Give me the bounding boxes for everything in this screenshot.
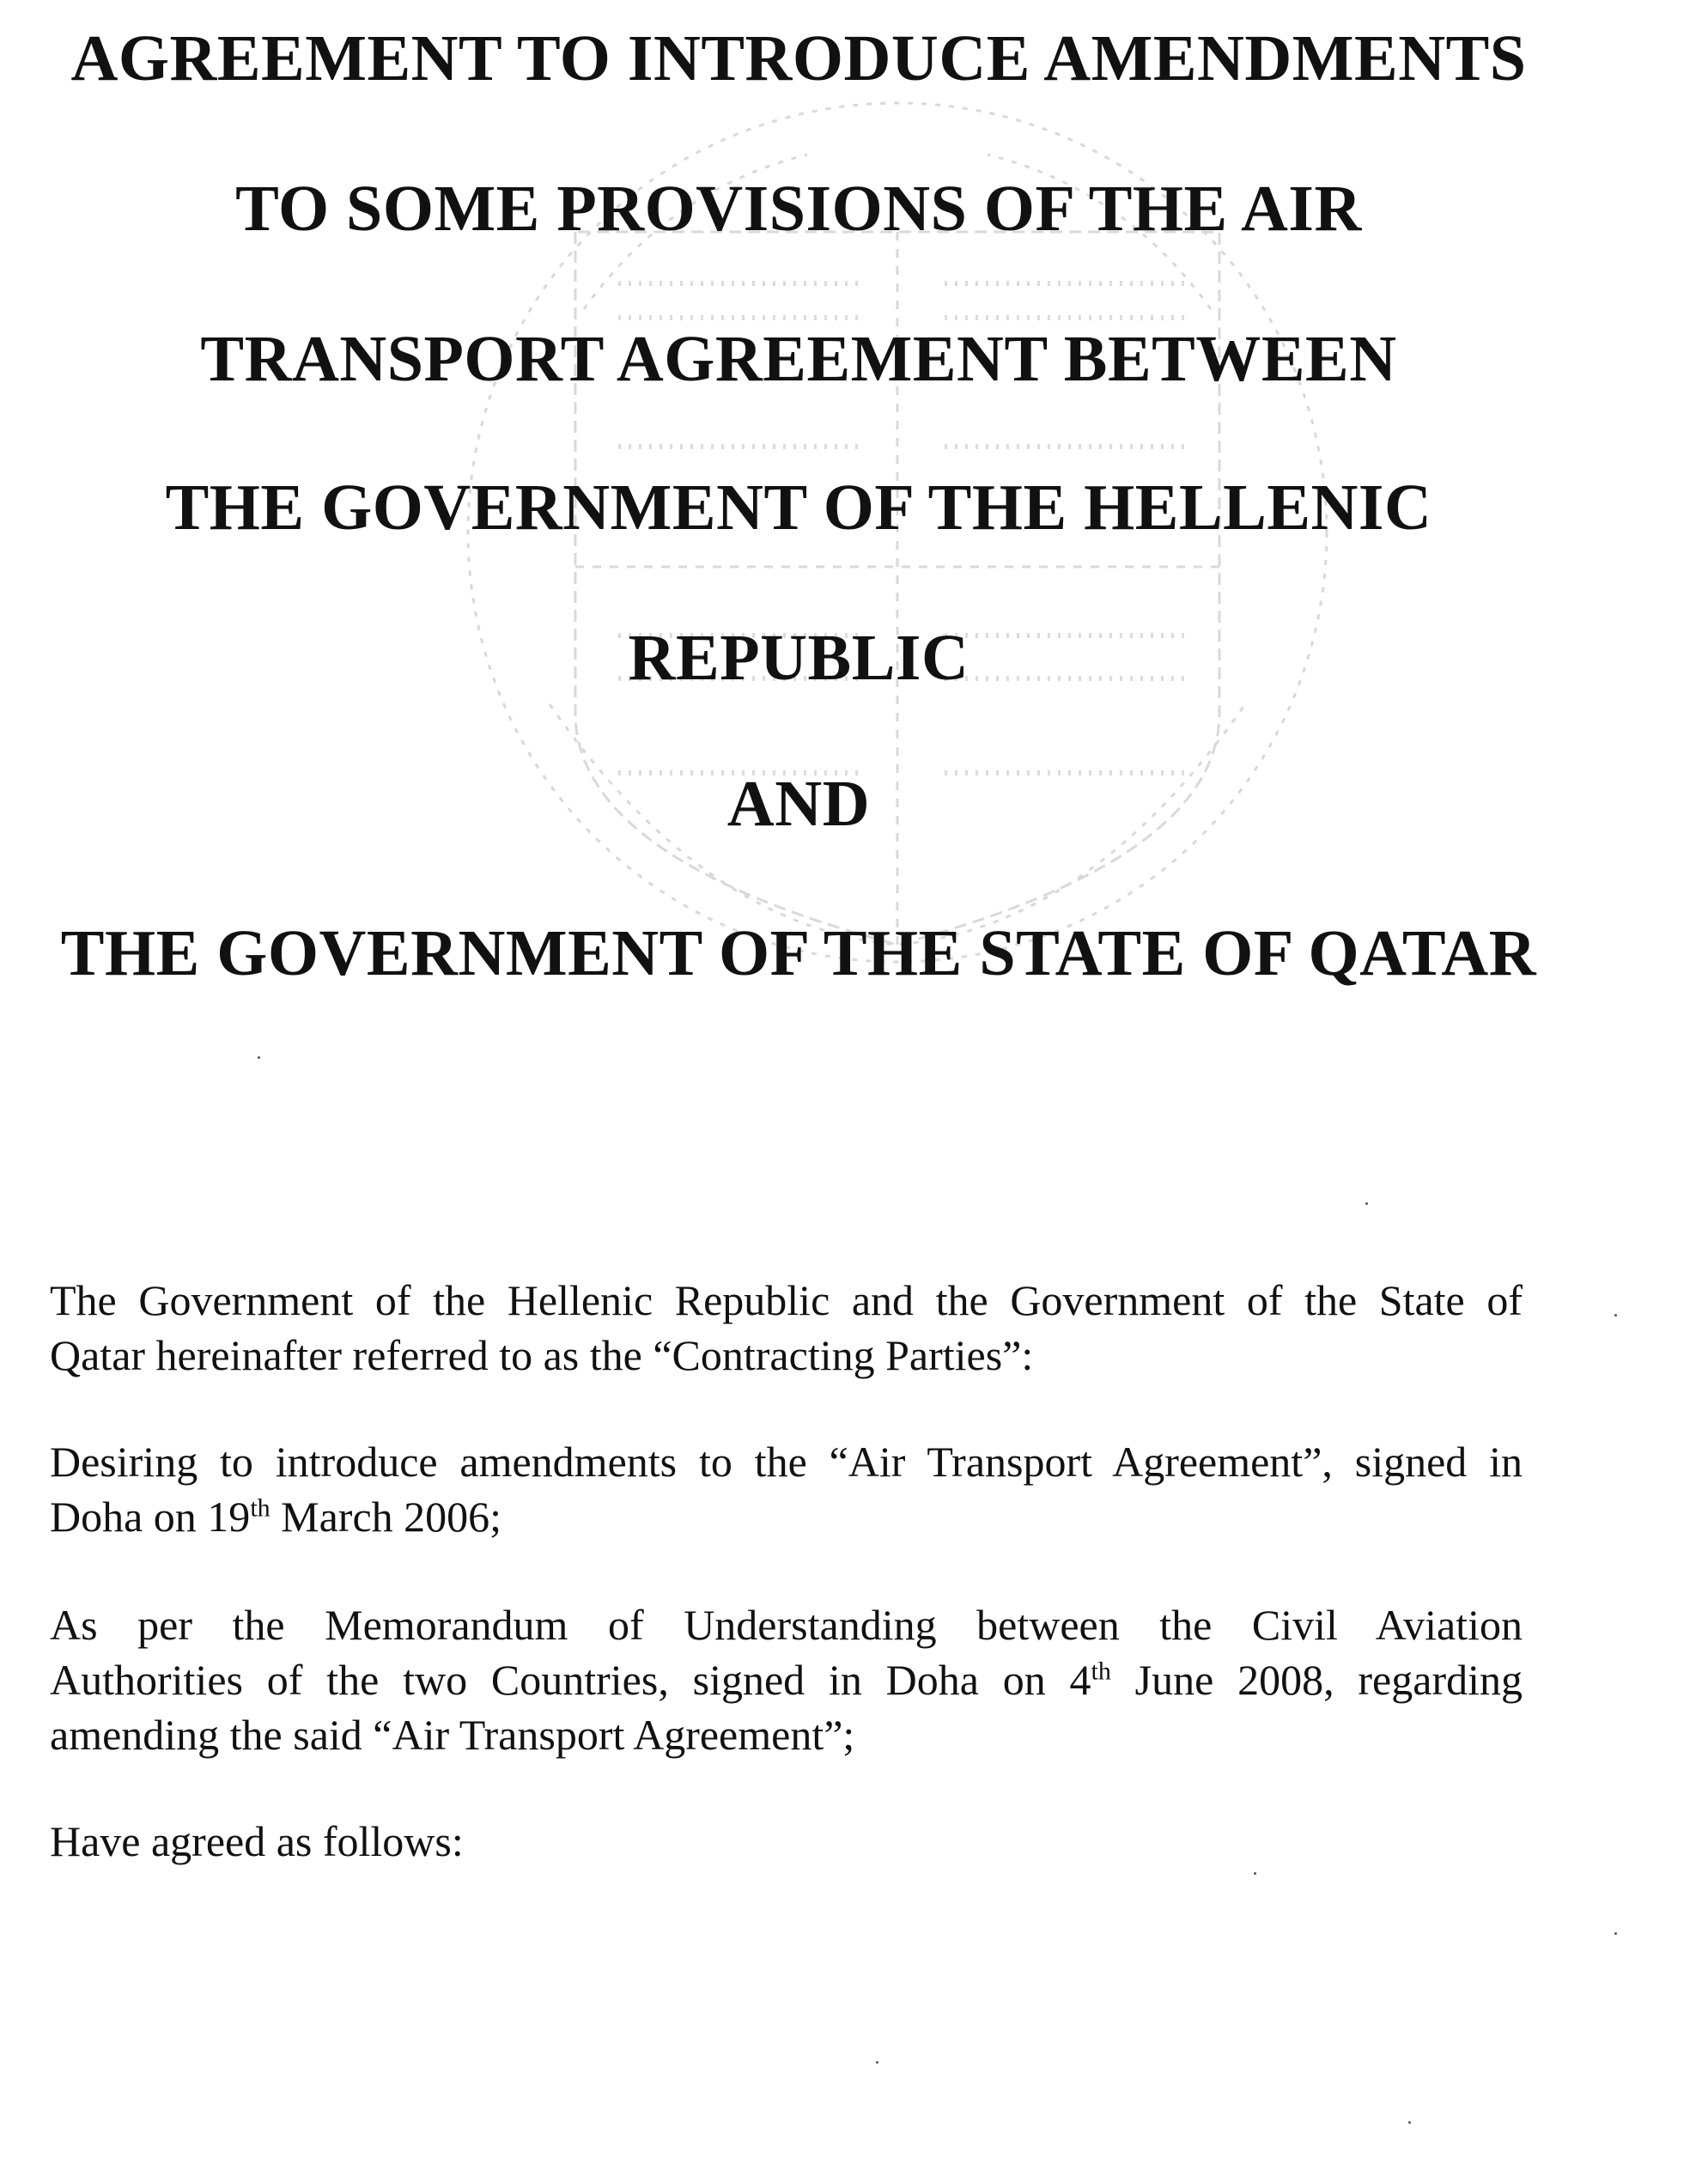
scan-speck <box>1254 1872 1256 1875</box>
paragraph-line: Qatar hereinafter referred to as the “Contracting Parties”: <box>50 1331 1034 1379</box>
scan-speck <box>1614 1314 1617 1317</box>
scan-speck <box>258 1056 260 1059</box>
text-segment: Authorities of the two Countries, signed in Doha on 4 <box>50 1656 1091 1704</box>
paragraph-desiring <box>50 1434 1523 1544</box>
title-line-3: TRANSPORT AGREEMENT BETWEEN <box>200 323 1397 395</box>
text-segment: Doha on 19 <box>50 1493 251 1541</box>
paragraph-contracting-parties <box>50 1273 1523 1383</box>
superscript: th <box>1091 1657 1111 1686</box>
paragraph-line: amending the said “Air Transport Agreement”; <box>50 1711 855 1759</box>
paragraph-line: Desiring to introduce amendments to the “Air Transport Agreement”, signed in <box>50 1438 1523 1486</box>
text-segment: June 2008, regarding <box>1110 1656 1523 1704</box>
paragraph-line: As per the Memorandum of Understanding between the Civil Aviation <box>50 1601 1523 1649</box>
paragraph-line: The Government of the Hellenic Republic and the Government of the State of <box>50 1276 1523 1324</box>
title-line-7: THE GOVERNMENT OF THE STATE OF QATAR <box>60 917 1537 989</box>
paragraph-line: Have agreed as follows: <box>50 1817 464 1865</box>
scan-speck <box>1614 1932 1617 1935</box>
title-line-5: REPUBLIC <box>628 622 969 694</box>
superscript: th <box>250 1493 270 1523</box>
title-line-1: AGREEMENT TO INTRODUCE AMENDMENTS <box>70 22 1527 94</box>
title-line-4: THE GOVERNMENT OF THE HELLENIC <box>165 471 1432 544</box>
title-line-2: TO SOME PROVISIONS OF THE AIR <box>235 173 1362 245</box>
paragraph-line <box>50 1652 1523 1707</box>
paragraph-memorandum <box>50 1597 1523 1762</box>
scan-speck <box>1408 2121 1411 2124</box>
paragraph-line <box>50 1489 1523 1544</box>
paragraph-have-agreed <box>50 1814 1523 1869</box>
title-line-6: AND <box>726 768 871 840</box>
scan-speck <box>876 2061 878 2064</box>
scan-speck <box>1365 1202 1368 1205</box>
text-segment: March 2006; <box>270 1493 502 1541</box>
